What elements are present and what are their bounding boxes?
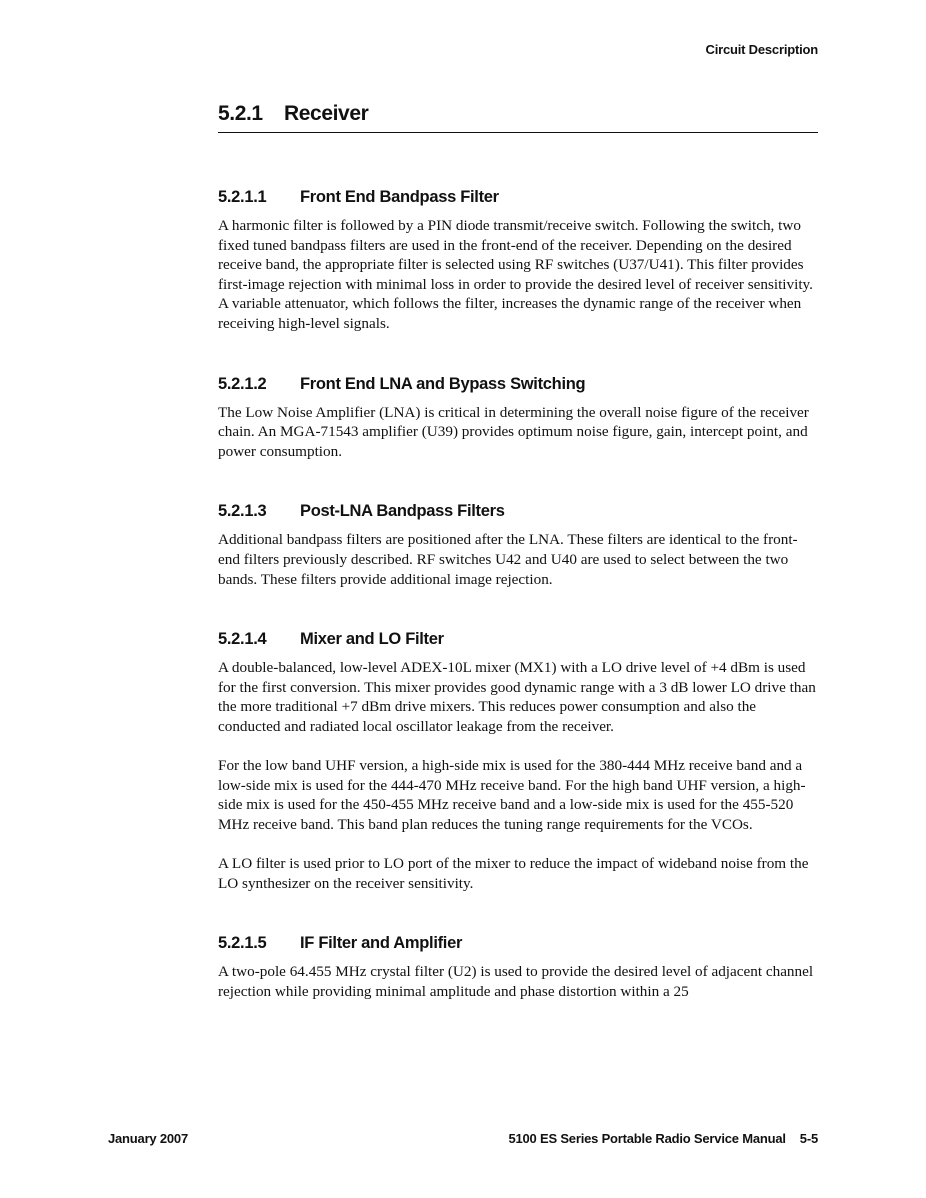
section-mixer-and-lo-filter [218,628,818,893]
chapter-number: 5.2.1 [218,102,263,125]
paragraph: A harmonic filter is followed by a PIN diode transmit/receive switch. Following the switch, two fixed tuned bandpass filters are used in the front-end of the receiver. Depending on the desired receive band, the appropriate filter is selected using RF switches (U37/U41). This filter provides first-image rejection with minimal loss in order to provide the desired level of receiver sensitivity. A variable attenuator, which follows the filter, increases the dynamic range of the receiver when receiving high-level signals. [218,217,813,332]
section-post-lna-bandpass-filters [218,500,818,589]
chapter-title: Receiver [284,102,369,125]
content-body [218,186,818,1001]
section-number: 5.2.1.2 [218,374,267,393]
section-heading [218,500,818,522]
paragraph: A double-balanced, low-level ADEX-10L mixer (MX1) with a LO drive level of +4 dBm is used for the first conversion. This mixer provides good dynamic range with a 3 dB lower LO drive than the more traditional +7 dBm drive mixers. This reduces power consumption and also the conducted and radiated local oscillator leakage from the receiver. [218,659,816,735]
paragraph: A LO filter is used prior to LO port of the mixer to reduce the impact of wideband noise from the LO synthesizer on the receiver sensitivity. [218,855,809,892]
paragraph: A two-pole 64.455 MHz crystal filter (U2) is used to provide the desired level of adjacent channel rejection while providing minimal amplitude and phase distortion within a 25 [218,963,814,1000]
section-title: Mixer and LO Filter [300,630,444,649]
section-front-end-bandpass-filter [218,186,818,334]
footer-date: January 2007 [108,1131,188,1146]
section-number: 5.2.1.5 [218,934,267,953]
paragraph: The Low Noise Amplifier (LNA) is critical in determining the overall noise figure of the receiver chain. An MGA-71543 amplifier (U39) provides optimum noise figure, gain, intercept point, and power consumption. [218,403,809,460]
section-front-end-lna [218,373,818,462]
paragraph: For the low band UHF version, a high-side mix is used for the 380-444 MHz receive band and a low-side mix is used for the 444-470 MHz receive band. For the high band UHF version, a high-side mix is used for the 450-455 MHz receive band and a low-side mix is used for the 455-520 MHz receive band. This band plan reduces the tuning range requirements for the VCOs. [218,757,806,833]
footer-manual-title: 5100 ES Series Portable Radio Service Manual [508,1131,786,1146]
section-number: 5.2.1.4 [218,630,267,649]
section-heading [218,373,818,395]
section-number: 5.2.1.1 [218,188,267,206]
section-number: 5.2.1.3 [218,502,267,521]
chapter-heading [218,102,818,133]
section-title: Front End LNA and Bypass Switching [300,374,586,393]
running-header: Circuit Description [705,42,818,57]
section-title: Front End Bandpass Filter [300,188,499,206]
page-number: 5-5 [799,1131,818,1146]
section-heading [218,186,818,208]
section-if-filter-and-amplifier [218,932,818,1001]
paragraph: Additional bandpass filters are positioned after the LNA. These filters are identical to the front-end filters previously described. RF switches U42 and U40 are used to select between the two bands. These filters provide additional image rejection. [218,531,798,588]
section-title: Post-LNA Bandpass Filters [300,502,505,521]
section-heading [218,932,818,954]
section-title: IF Filter and Amplifier [300,934,463,953]
section-heading [218,628,818,650]
footer-right [508,1131,818,1146]
